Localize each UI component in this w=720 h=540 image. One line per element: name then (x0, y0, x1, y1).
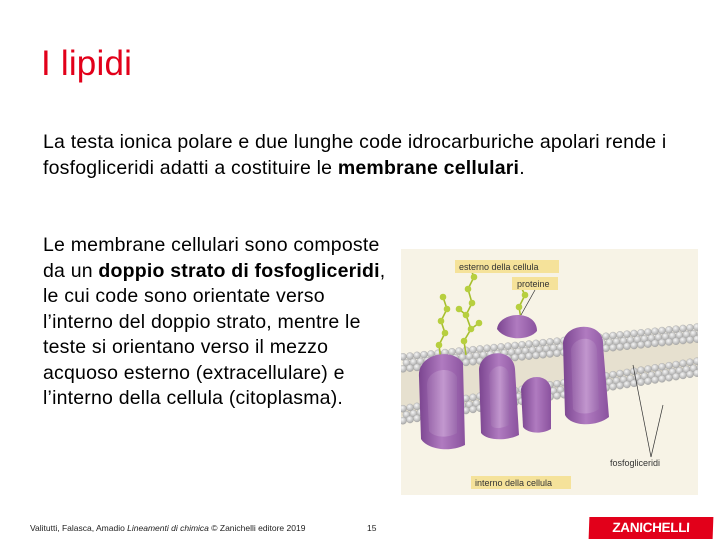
phospholipid-head (511, 354, 518, 361)
protein-small (521, 377, 551, 433)
phospholipid-head (462, 359, 469, 366)
phospholipid-head (623, 343, 630, 350)
paragraph-membranes (43, 233, 398, 412)
phospholipid-head (616, 343, 623, 350)
leader-phospho-2 (651, 405, 663, 457)
membrane-diagram (401, 249, 698, 495)
phospholipid-head (658, 375, 665, 382)
label-outside: esterno della cellula (459, 262, 539, 272)
phospholipid-head (679, 337, 686, 344)
phospholipid-head (637, 379, 644, 386)
phospholipid-head (665, 374, 672, 381)
phospholipid-head (539, 351, 546, 358)
footer-authors: Valitutti, Falasca, Amadio (30, 523, 128, 533)
phospholipid-head (651, 340, 658, 347)
phospholipid-head (644, 341, 651, 348)
phospholipid-head (546, 350, 553, 357)
phospholipid-head (686, 336, 693, 343)
phospholipid-head (644, 378, 651, 385)
paragraph-bold-text: membrane cellulari (337, 156, 520, 179)
phospholipid-head (401, 417, 407, 424)
phospholipid-head (401, 365, 407, 372)
phospholipid-head (553, 392, 560, 399)
footer-book-title: Lineamenti di chimica (127, 523, 209, 533)
phospholipid-head (609, 383, 616, 390)
footer-credits (30, 523, 305, 533)
phospholipid-head (413, 415, 420, 422)
paragraph-text-end: . (519, 156, 525, 179)
phospholipid-head (672, 338, 679, 345)
phospholipid-head (623, 381, 630, 388)
phospholipid-head (406, 365, 413, 372)
slide-title: I lipidi (41, 44, 133, 83)
publisher-logo: ZANICHELLI (589, 517, 714, 539)
label-inside: interno della cellula (475, 478, 553, 488)
paragraph-text-end: , le cui code sono orientate verso l’interno del doppio strato, mentre le teste si orientano verso il mezzo acquoso esterno (extracellulare) e l’interno della cellula (citoplasma). (43, 259, 386, 409)
phospholipid-head (532, 352, 539, 359)
membrane-illustration (401, 249, 698, 495)
page-number: 15 (367, 523, 377, 533)
phospholipid-head (553, 350, 560, 357)
phospholipid-head (616, 382, 623, 389)
phospholipid-head (609, 344, 616, 351)
phospholipid-head (672, 373, 679, 380)
label-phospho: fosfogliceridi (610, 458, 661, 468)
phospholipid-head (413, 364, 420, 371)
phospholipid-head (651, 376, 658, 383)
phospholipid-head (469, 406, 476, 413)
phospholipid-head (637, 341, 644, 348)
footer-publisher: © Zanichelli editore 2019 (208, 523, 306, 533)
phospholipid-head (693, 324, 698, 331)
paragraph-bold-text: doppio strato di fosfogliceridi (98, 259, 380, 282)
paragraph-text: Le membrane cellulari sono composte da un (43, 234, 380, 282)
phospholipid-head (686, 371, 693, 378)
phospholipid-head (630, 342, 637, 349)
paragraph-lipids-intro (43, 130, 703, 181)
paragraph-text: La testa ionica polare e due lunghe code idrocarburiche apolari rende i fosfogliceridi adatti a costituire le (43, 131, 667, 179)
phospholipid-head (518, 353, 525, 360)
phospholipid-head (665, 338, 672, 345)
phospholipid-head (679, 372, 686, 379)
phospholipid-head (469, 358, 476, 365)
phospholipid-head (658, 339, 665, 346)
protein-peripheral (497, 315, 537, 338)
label-protein: proteine (517, 279, 550, 289)
phospholipid-head (525, 353, 532, 360)
phospholipid-head (406, 416, 413, 423)
